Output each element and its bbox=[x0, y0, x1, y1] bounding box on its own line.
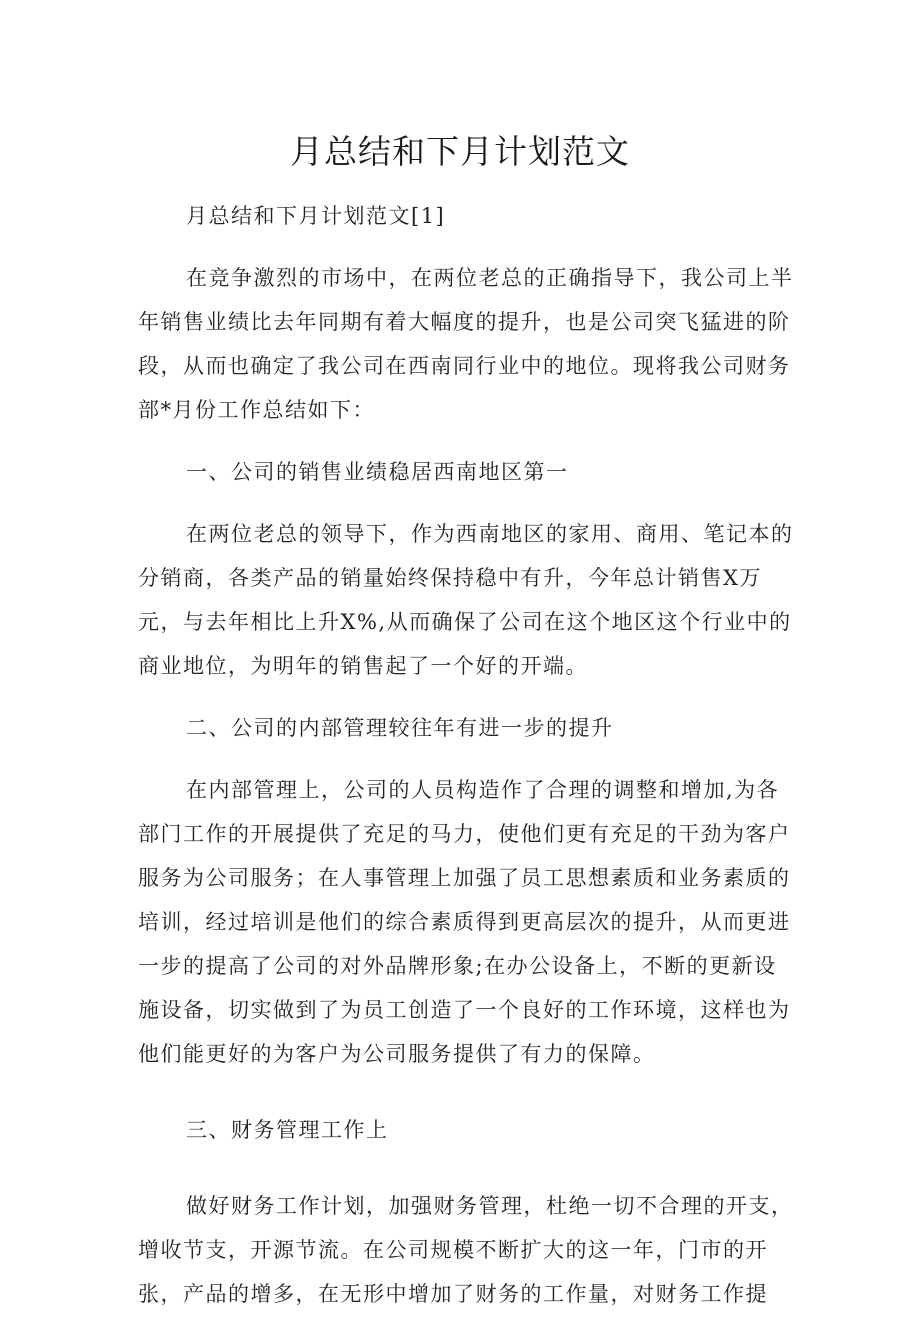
document-body bbox=[138, 194, 798, 1334]
section-paragraph-2: 在内部管理上，公司的人员构造作了合理的调整和增加,为各部门工作的开展提供了充足的马力，使他们更有充足的干劲为客户服务为公司服务；在人事管理上加强了员工思想素质和业务素质的培训，经过培训是他们的综合素质得到更高层次的提升，从而更进一步的提高了公司的对外品牌形象;在办公设备上，不断的更新设施设备，切实做到了为员工创造了一个良好的工作环境，这样也为他们能更好的为客户为公司服务提供了有力的保障。 bbox=[138, 778, 791, 1066]
section-paragraph-3: 做好财务工作计划，加强财务管理，杜绝一切不合理的开支，增收节支，开源节流。在公司规模不断扩大的这一年，门市的开张，产品的增多，在无形中增加了财务的工作量，对财务工作提 bbox=[138, 1194, 794, 1306]
section-paragraph-1: 在两位老总的领导下，作为西南地区的家用、商用、笔记本的分销商，各类产品的销量始终保持稳中有升，今年总计销售X万元，与去年相比上升X%,从而确保了公司在这个地区这个行业中的商业地位，为明年的销售起了一个好的开端。 bbox=[138, 522, 794, 678]
section-heading-1: 一、公司的销售业绩稳居西南地区第一 bbox=[186, 460, 569, 484]
subtitle-paragraph: 月总结和下月计划范文[1] bbox=[186, 204, 446, 228]
document-title: 月总结和下月计划范文 bbox=[290, 132, 630, 171]
intro-paragraph: 在竞争激烈的市场中，在两位老总的正确指导下，我公司上半年销售业绩比去年同期有着大幅度的提升，也是公司突飞猛进的阶段，从而也确定了我公司在西南同行业中的地位。现将我公司财务部*月份工作总结如下： bbox=[138, 266, 794, 422]
section-heading-2: 二、公司的内部管理较往年有进一步的提升 bbox=[186, 716, 614, 740]
section-heading-3: 三、财务管理工作上 bbox=[186, 1118, 389, 1142]
